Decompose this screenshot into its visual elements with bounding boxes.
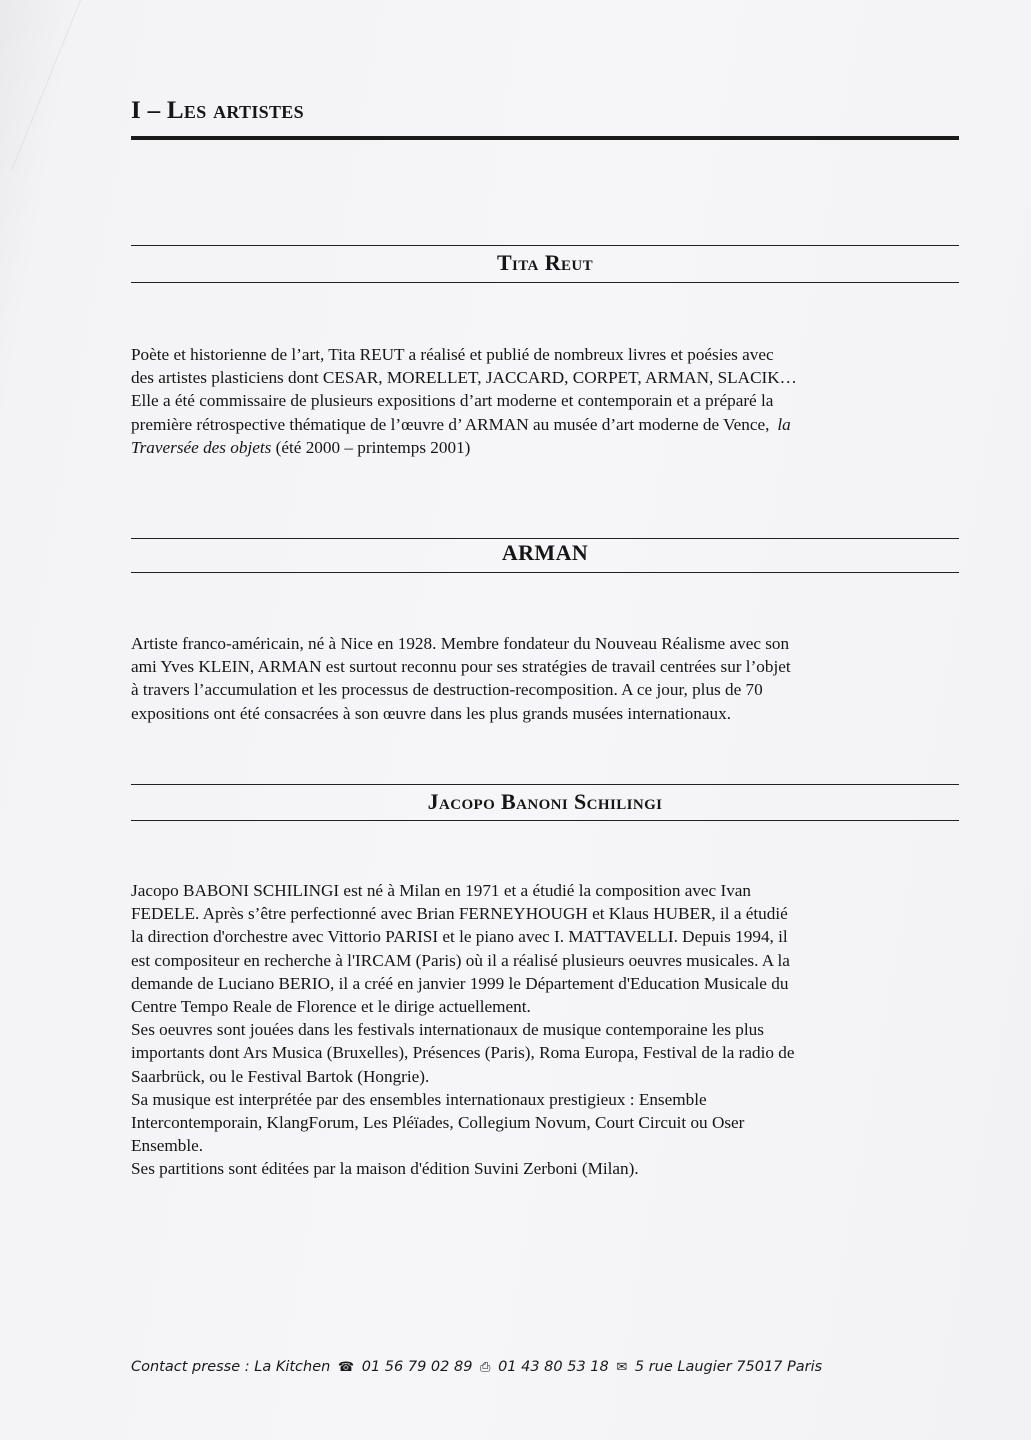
section-title-arman: ARMAN (501, 540, 589, 565)
text-line: Intercontemporain, KlangForum, Les Pléïades, Collegium Novum, Court Circuit ou Oser (131, 1113, 745, 1133)
text-fragment: (été 2000 – printemps 2001) (271, 437, 471, 457)
section-title-jacopo: Jacopo Banoni Schilingi (427, 789, 663, 814)
title-rule (131, 136, 959, 140)
text-line: Sa musique est interprétée par des ensembles internationaux prestigieux : Ensemble (131, 1089, 707, 1109)
italic-title: Traversée des objets (131, 437, 272, 457)
mail-icon: ✉ (616, 1360, 628, 1375)
text-line: Elle a été commissaire de plusieurs expositions d’art moderne et contemporain et a préparé la (131, 391, 774, 411)
fax-number: 01 43 80 53 18 (498, 1359, 609, 1375)
contact-footer (131, 1359, 931, 1375)
phone-number: 01 56 79 02 89 (361, 1359, 473, 1375)
postal-address: 5 rue Laugier 75017 Paris (634, 1359, 823, 1375)
main-title: I – Les artistes (131, 97, 304, 124)
text-line: Poète et historienne de l’art, Tita REUT a réalisé et publié de nombreux livres et poésies avec (131, 345, 774, 364)
text-line (131, 413, 971, 436)
section-rule-bottom (131, 572, 959, 573)
text-line: la direction d'orchestre avec Vittorio PARISI et le piano avec I. MATTAVELLI. Depuis 1994, il (131, 927, 788, 947)
text-line: Ses oeuvres sont jouées dans les festivals internationaux de musique contemporaine les plus (131, 1020, 764, 1040)
text-line: importants dont Ars Musica (Bruxelles), Présences (Paris), Roma Europa, Festival de la radio de (131, 1043, 795, 1063)
section-rule-top (131, 245, 959, 246)
text-line: Ensemble. (131, 1136, 204, 1156)
paragraph-tita-reut (131, 343, 971, 459)
section-title-tita-reut: Tita Reut (496, 250, 594, 275)
text-line: Ses partitions sont éditées par la maison d'édition Suvini Zerboni (Milan). (131, 1159, 639, 1179)
text-line: FEDELE. Après s’être perfectionné avec Brian FERNEYHOUGH et Klaus HUBER, il a étudié (131, 904, 788, 924)
text-fragment: première rétrospective thématique de l’œuvre d’ ARMAN au musée d’art moderne de Vence, (131, 414, 770, 434)
paragraph-arman (131, 632, 971, 725)
italic-fragment: la (777, 414, 791, 434)
text-line: demande de Luciano BERIO, il a créé en janvier 1999 le Département d'Education Musicale du (131, 973, 789, 993)
text-line: Saarbrück, ou le Festival Bartok (Hongrie). (131, 1066, 430, 1086)
text-line (131, 436, 971, 459)
text-line: Artiste franco-américain, né à Nice en 1928. Membre fondateur du Nouveau Réalisme avec son (131, 634, 790, 653)
section-rule-top (131, 784, 959, 785)
text-line: Centre Tempo Reale de Florence et le dirige actuellement. (131, 997, 531, 1017)
text-line: à travers l’accumulation et les processus de destruction-recomposition. A ce jour, plus de 70 (131, 680, 763, 700)
fax-icon: ⎙ (480, 1360, 491, 1375)
contact-label: Contact presse : La Kitchen (131, 1359, 331, 1375)
section-rule-bottom (131, 820, 959, 821)
section-rule-bottom (131, 282, 959, 283)
text-line: ami Yves KLEIN, ARMAN est surtout reconnu pour ses stratégies de travail centrées sur l’objet (131, 657, 791, 677)
text-line: expositions ont été consacrées à son œuvre dans les plus grands musées internationaux. (131, 703, 731, 723)
section-rule-top (131, 538, 959, 539)
text-line: des artistes plasticiens dont CESAR, MORELLET, JACCARD, CORPET, ARMAN, SLACIK… (131, 368, 797, 388)
text-line: Jacopo BABONI SCHILINGI est né à Milan en 1971 et a étudié la composition avec Ivan (131, 881, 752, 900)
paragraph-jacopo (131, 879, 971, 1181)
phone-icon: ☎ (337, 1360, 355, 1375)
text-line: est compositeur en recherche à l'IRCAM (Paris) où il a réalisé plusieurs oeuvres musicales. A la (131, 950, 790, 970)
